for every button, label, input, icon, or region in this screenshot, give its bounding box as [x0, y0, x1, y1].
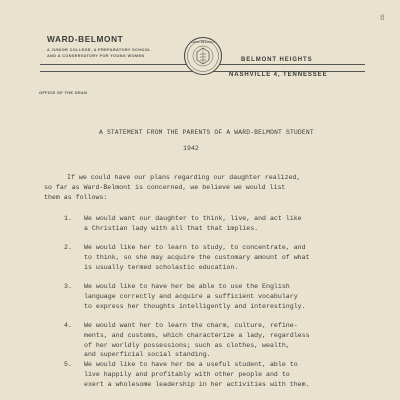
intro-line: If we could have our plans regarding our daughter realized,	[67, 174, 301, 181]
item-line: We would like to have her be a useful student, able to	[84, 361, 298, 368]
item-line: We would want our daughter to think, live, and act like	[84, 215, 302, 222]
item-number: 5.	[64, 361, 72, 368]
item-line: exert a wholesome leadership in her activities with them.	[84, 380, 310, 388]
item-line: of her worldly possessions; such as clothes, wealth,	[84, 341, 290, 349]
corner-mark: 8	[380, 14, 385, 22]
letter-year: 1942	[183, 145, 199, 152]
item-line: is usually termed scholastic education.	[84, 263, 239, 271]
item-line: to think, so she may acquire the customary amount of what	[84, 253, 310, 261]
item-line: to express her thoughts intelligently and interestingly.	[84, 302, 306, 310]
office-label: OFFICE OF THE DEAN	[39, 90, 88, 95]
item-line: live happily and profitably with other people and to	[84, 370, 290, 378]
item-line: and superficial social standing.	[84, 351, 211, 359]
item-number: 3.	[64, 283, 72, 290]
item-line: a Christian lady with all that that implies.	[84, 224, 259, 232]
letter-title: A STATEMENT FROM THE PARENTS OF A WARD-BELMONT STUDENT	[99, 129, 314, 136]
seal-text: WARD-BELMONT	[190, 39, 216, 44]
address-heights: BELMONT HEIGHTS	[241, 57, 313, 63]
item-line: ments, and customs, which characterize a lady, regardless	[84, 331, 310, 339]
item-number: 4.	[64, 322, 72, 329]
item-number: 2.	[64, 244, 72, 251]
brand-name: WARD-BELMONT	[47, 34, 124, 44]
tagline-line-1: A JUNIOR COLLEGE, A PREPARATORY SCHOOL	[47, 48, 151, 52]
college-seal-icon	[183, 36, 223, 76]
tagline-line-2: AND A CONSERVATORY FOR YOUNG WOMEN	[47, 54, 145, 58]
item-number: 1.	[64, 215, 72, 222]
intro-paragraph	[44, 173, 384, 202]
item-line: We would like to have her be able to use the English	[84, 283, 290, 290]
item-line: language correctly and acquire a sufficient vocabulary	[84, 292, 298, 300]
item-line: We would like her to learn to study, to concentrate, and	[84, 244, 306, 251]
item-line: We would want her to learn the charm, culture, refine-	[84, 322, 298, 329]
address-city: NASHVILLE 4, TENNESSEE	[229, 72, 328, 78]
intro-line: so far as Ward-Belmont is concerned, we believe we would list	[44, 183, 286, 191]
intro-line: them as follows:	[44, 193, 108, 201]
